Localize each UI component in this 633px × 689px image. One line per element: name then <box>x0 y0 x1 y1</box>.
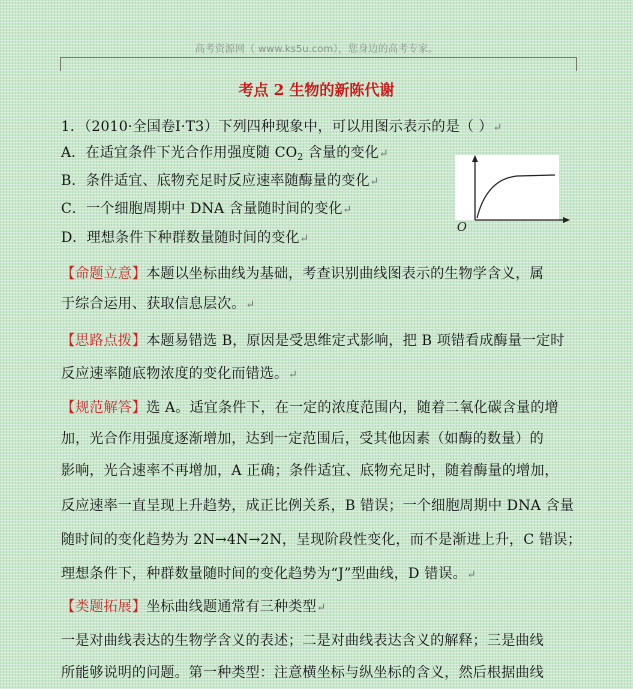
answer-line-5: 随时间的变化趋势为 2N→4N→2N，呈现阶段性变化，而不是渐进上升，C 错误； <box>61 532 582 548</box>
intent-line-2: 于综合运用、获取信息层次。↵ <box>61 296 256 312</box>
intent-tag: 【命题立意】 <box>61 266 147 282</box>
question-stem: 1．（2010·全国卷Ⅰ·T3）下列四种现象中，可以用图示表示的是（ ）↵ <box>61 119 503 135</box>
answer-line-4: 反应速率一直呈现上升趋势，成正比例关系，B 错误；一个细胞周期中 DNA 含量 <box>61 498 575 514</box>
expand-line-2: 一是对曲线表达的生物学含义的表述；二是对曲线表达含义的解释；三是曲线 <box>61 633 544 649</box>
hint-tag: 【思路点拨】 <box>61 333 147 349</box>
option-c: C．一个细胞周期中 DNA 含量随时间的变化↵ <box>61 201 353 217</box>
answer-line-1: 【规范解答】选 A。适宜条件下，在一定的浓度范围内，随着二氧化碳含量的增 <box>61 400 559 416</box>
hint-line-2: 反应速率随底物浓度的变化而错选。↵ <box>61 366 298 382</box>
option-b: B．条件适宜、底物充足时反应速率随酶量的变化↵ <box>61 173 380 189</box>
header-rule <box>60 57 576 58</box>
expand-line-1: 【类题拓展】坐标曲线题通常有三种类型↵ <box>61 599 327 615</box>
option-d: D．理想条件下种群数量随时间的变化↵ <box>61 230 310 246</box>
graph-origin-label: O <box>457 220 467 234</box>
answer-line-6: 理想条件下，种群数量随时间的变化趋势为“J”型曲线，D 错误。↵ <box>61 566 477 582</box>
saturation-curve-graph <box>455 155 585 235</box>
answer-line-2: 加，光合作用强度逐渐增加，达到一定范围后，受其他因素（如酶的数量）的 <box>61 431 544 447</box>
graph-x-arrow <box>563 217 570 223</box>
answer-line-3: 影响，光合速率不再增加，A 正确；条件适宜、底物充足时，随着酶量的增加， <box>61 463 559 479</box>
hint-line-1: 【思路点拨】本题易错选 B，原因是受思维定式影响，把 B 项错看成酶量一定时 <box>61 333 565 349</box>
expand-tag: 【类题拓展】 <box>61 599 147 615</box>
header-rule-left-tick <box>60 57 61 71</box>
option-a: A．在适宜条件下光合作用强度随 $CO_2$ 含量的变化↵ <box>61 145 389 163</box>
expand-line-3: 所能够说明的问题。第一种类型：注意横坐标与纵坐标的含义，然后根据曲线 <box>61 665 544 681</box>
page-title: 考点 2 生物的新陈代谢 <box>238 81 395 99</box>
header-rule-right-tick <box>576 57 577 71</box>
intent-line-1: 【命题立意】本题以坐标曲线为基础，考查识别曲线图表示的生物学含义，属 <box>61 266 544 282</box>
header-note: 高考资源网（ www.ks5u.com），您身边的高考专家。 <box>194 44 439 55</box>
answer-tag: 【规范解答】 <box>61 400 147 416</box>
graph-background <box>455 155 559 220</box>
